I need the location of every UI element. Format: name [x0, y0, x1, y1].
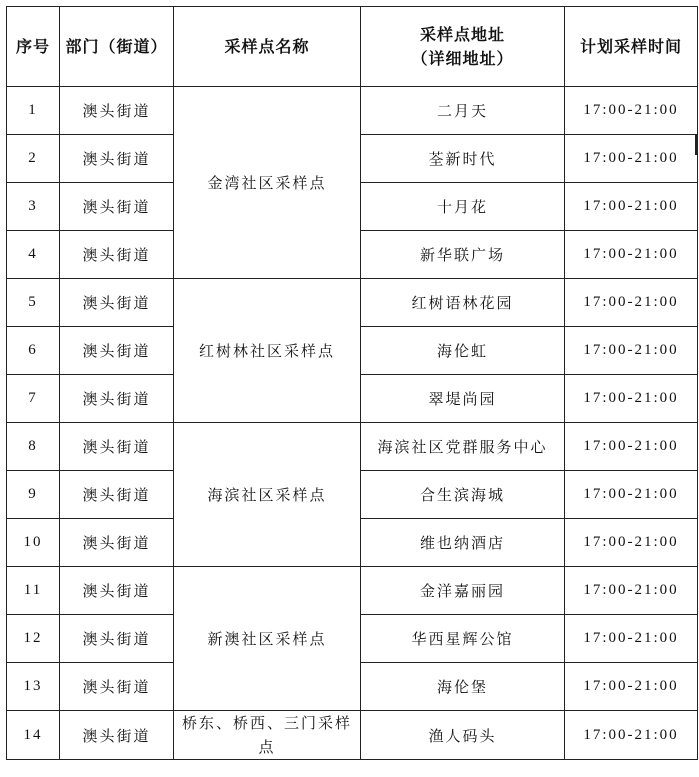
row-seq: 5 — [7, 279, 60, 327]
header-seq: 序号 — [7, 7, 60, 87]
table-row — [7, 279, 698, 327]
row-dept: 澳头街道 — [60, 135, 174, 183]
table-row — [7, 87, 698, 135]
row-seq: 7 — [7, 375, 60, 423]
row-dept: 澳头街道 — [60, 87, 174, 135]
header-address-line1: 采样点地址 — [419, 24, 505, 44]
row-address: 华西星辉公馆 — [361, 615, 565, 663]
row-seq: 11 — [7, 567, 60, 615]
row-time: 17:00-21:00 — [565, 615, 698, 663]
row-dept: 澳头街道 — [60, 279, 174, 327]
row-time: 17:00-21:00 — [565, 663, 698, 711]
row-seq: 10 — [7, 519, 60, 567]
row-time: 17:00-21:00 — [565, 567, 698, 615]
row-seq: 13 — [7, 663, 60, 711]
row-dept: 澳头街道 — [60, 375, 174, 423]
row-dept: 澳头街道 — [60, 615, 174, 663]
header-dept: 部门（街道） — [60, 7, 174, 87]
row-seq: 8 — [7, 423, 60, 471]
table-row — [7, 711, 698, 760]
row-address: 二月天 — [361, 87, 565, 135]
row-time: 17:00-21:00 — [565, 231, 698, 279]
row-seq: 2 — [7, 135, 60, 183]
row-seq: 14 — [7, 711, 60, 760]
row-address: 渔人码头 — [361, 711, 565, 760]
row-address: 荃新时代 — [361, 135, 565, 183]
site-name-cell: 红树林社区采样点 — [174, 279, 361, 423]
row-time: 17:00-21:00 — [565, 423, 698, 471]
row-dept: 澳头街道 — [60, 471, 174, 519]
row-address: 海伦虹 — [361, 327, 565, 375]
row-time: 17:00-21:00 — [565, 87, 698, 135]
row-address: 十月花 — [361, 183, 565, 231]
row-time: 17:00-21:00 — [565, 279, 698, 327]
row-seq: 9 — [7, 471, 60, 519]
row-dept: 澳头街道 — [60, 519, 174, 567]
row-seq: 4 — [7, 231, 60, 279]
row-dept: 澳头街道 — [60, 183, 174, 231]
row-seq: 6 — [7, 327, 60, 375]
row-address: 合生滨海城 — [361, 471, 565, 519]
row-dept: 澳头街道 — [60, 567, 174, 615]
row-time: 17:00-21:00 — [565, 711, 698, 760]
row-dept: 澳头街道 — [60, 711, 174, 760]
row-time: 17:00-21:00 — [565, 135, 698, 183]
row-time: 17:00-21:00 — [565, 471, 698, 519]
header-address — [361, 7, 565, 87]
site-name-cell: 新澳社区采样点 — [174, 567, 361, 711]
table-row — [7, 567, 698, 615]
row-time: 17:00-21:00 — [565, 327, 698, 375]
row-address: 翠堤尚园 — [361, 375, 565, 423]
row-time: 17:00-21:00 — [565, 375, 698, 423]
row-dept: 澳头街道 — [60, 231, 174, 279]
row-seq: 12 — [7, 615, 60, 663]
row-time: 17:00-21:00 — [565, 519, 698, 567]
row-address: 新华联广场 — [361, 231, 565, 279]
row-address: 海滨社区党群服务中心 — [361, 423, 565, 471]
row-seq: 3 — [7, 183, 60, 231]
table-row — [7, 423, 698, 471]
header-address-line2: （详细地址） — [411, 48, 514, 68]
row-time: 17:00-21:00 — [565, 183, 698, 231]
row-address: 维也纳酒店 — [361, 519, 565, 567]
row-address: 红树语林花园 — [361, 279, 565, 327]
row-dept: 澳头街道 — [60, 327, 174, 375]
row-dept: 澳头街道 — [60, 663, 174, 711]
edge-mark — [695, 135, 697, 155]
site-name-cell: 海滨社区采样点 — [174, 423, 361, 567]
site-name-cell: 桥东、桥西、三门采样点 — [174, 711, 361, 760]
row-address: 金洋嘉丽园 — [361, 567, 565, 615]
row-seq: 1 — [7, 87, 60, 135]
row-dept: 澳头街道 — [60, 423, 174, 471]
site-name-cell: 金湾社区采样点 — [174, 87, 361, 279]
sampling-schedule-table — [6, 6, 698, 760]
row-address: 海伦堡 — [361, 663, 565, 711]
header-time: 计划采样时间 — [565, 7, 698, 87]
table-header-row — [7, 7, 698, 87]
header-site-name: 采样点名称 — [174, 7, 361, 87]
